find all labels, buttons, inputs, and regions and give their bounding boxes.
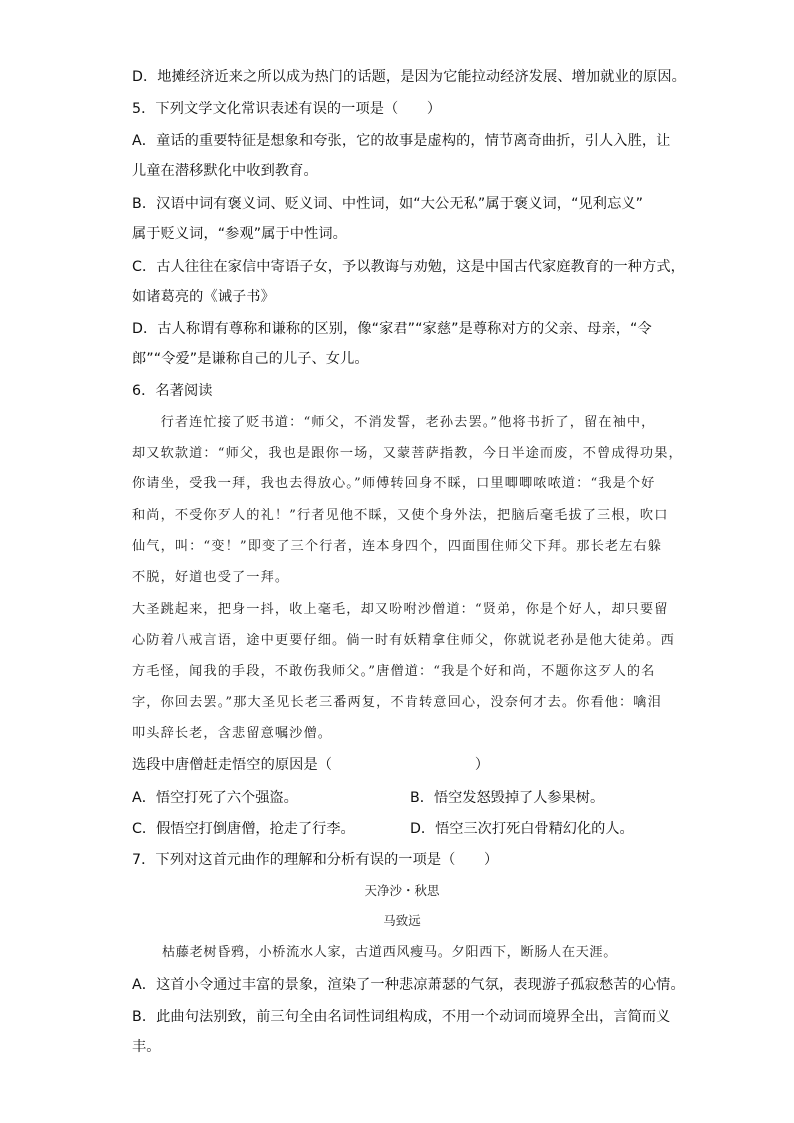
option-d-q6: D．悟空三次打死白骨精幻化的人。 bbox=[410, 821, 634, 837]
passage-line: 不脱，好道也受了一拜。 bbox=[132, 570, 290, 585]
option-b-q7-line2: 丰。 bbox=[132, 1039, 161, 1055]
option-c-q5-line2: 如诸葛亮的《诫子书》 bbox=[132, 289, 275, 305]
passage-line: 和尚，不受你歹人的礼！”行者见他不睬，又使个身外法，把脑后毫毛拔了三根，吹口 bbox=[132, 508, 669, 523]
passage-line: 行者连忙接了贬书道：“师父，不消发誓，老孙去罢。”他将书折了，留在袖中， bbox=[132, 415, 656, 430]
option-b-q5-line2: 属于贬义词，“参观”属于中性词。 bbox=[132, 226, 347, 242]
option-a-q5-line1: A．童话的重要特征是想象和夸张，它的故事是虚构的，情节离奇曲折，引人入胜，让 bbox=[132, 133, 671, 149]
poem-text: 枯藤老树昏鸦，小桥流水人家，古道西风瘦马。夕阳西下，断肠人在天涯。 bbox=[162, 945, 617, 960]
passage-line: 字，你回去罢。”那大圣见长老三番两复，不肯转意回心，没奈何才去。你看他：噙泪 bbox=[132, 695, 662, 710]
passage-line: 心防着八戒言语，途中更要仔细。倘一时有妖精拿住师父，你就说老孙是他大徒弟。西 bbox=[132, 633, 675, 648]
question-7: 7．下列对这首元曲作的理解和分析有误的一项是（ ） bbox=[132, 852, 499, 868]
option-b-q6: B．悟空发怒毁掉了人参果树。 bbox=[410, 790, 605, 806]
option-d-q5-line2: 郎”“令爱”是谦称自己的儿子、女儿。 bbox=[132, 351, 369, 367]
option-b-q5-line1: B．汉语中词有褒义词、贬义词、中性词，如“大公无私”属于褒义词，“见利忘义” bbox=[132, 196, 644, 212]
passage-line: 叩头辞长老，含悲留意嘱沙僧。 bbox=[132, 726, 333, 741]
passage-line: 却又软款道：“师父，我也是跟你一场，又蒙菩萨指教，今日半途而废，不曾成得功果， bbox=[132, 446, 683, 461]
question-5: 5．下列文学文化常识表述有误的一项是（ ） bbox=[132, 101, 442, 117]
passage-line: 仙气，叫：“变！”即变了三个行者，连本身四个，四面围住师父下拜。那长老左右躲 bbox=[132, 539, 663, 554]
poem-author: 马致远 bbox=[383, 913, 421, 928]
question-6-prompt: 选段中唐僧赶走悟空的原因是（ ） bbox=[132, 757, 490, 773]
option-a-q7: A．这首小令通过丰富的景象，渲染了一种悲凉萧瑟的气氛，表现游子孤寂愁苦的心情。 bbox=[132, 977, 685, 993]
passage-line: 方毛怪，闻我的手段，不敢伤我师父。”唐僧道：“我是个好和尚，不题你这歹人的名 bbox=[132, 664, 656, 679]
option-d-q5-line1: D．古人称谓有尊称和谦称的区别，像“家君”“家慈”是尊称对方的父亲、母亲，“令 bbox=[132, 321, 652, 337]
option-b-q7-line1: B．此曲句法别致，前三句全由名词性词组构成，不用一个动词而境界全出，言简而义 bbox=[132, 1009, 671, 1025]
poem-title: 天净沙・秋思 bbox=[364, 883, 440, 898]
option-a-q5-line2: 儿童在潜移默化中收到教育。 bbox=[132, 163, 318, 179]
option-c-q6: C．假悟空打倒唐僧，抢走了行李。 bbox=[132, 821, 355, 837]
question-6-heading: 6．名著阅读 bbox=[132, 383, 213, 399]
option-a-q6: A．悟空打死了六个强盗。 bbox=[132, 790, 298, 806]
option-d-q4: D．地摊经济近来之所以成为热门的话题，是因为它能拉动经济发展、增加就业的原因。 bbox=[132, 69, 686, 85]
passage-line: 你请坐，受我一拜，我也去得放心。”师傅转回身不睬，口里唧唧哝哝道：“我是个好 bbox=[132, 476, 656, 491]
option-c-q5-line1: C．古人往往在家信中寄语子女，予以教诲与劝勉，这是中国古代家庭教育的一种方式， bbox=[132, 259, 685, 275]
passage-line: 大圣跳起来，把身一抖，收上毫毛，却又吩咐沙僧道：“贤弟，你是个好人，却只要留 bbox=[132, 602, 669, 617]
